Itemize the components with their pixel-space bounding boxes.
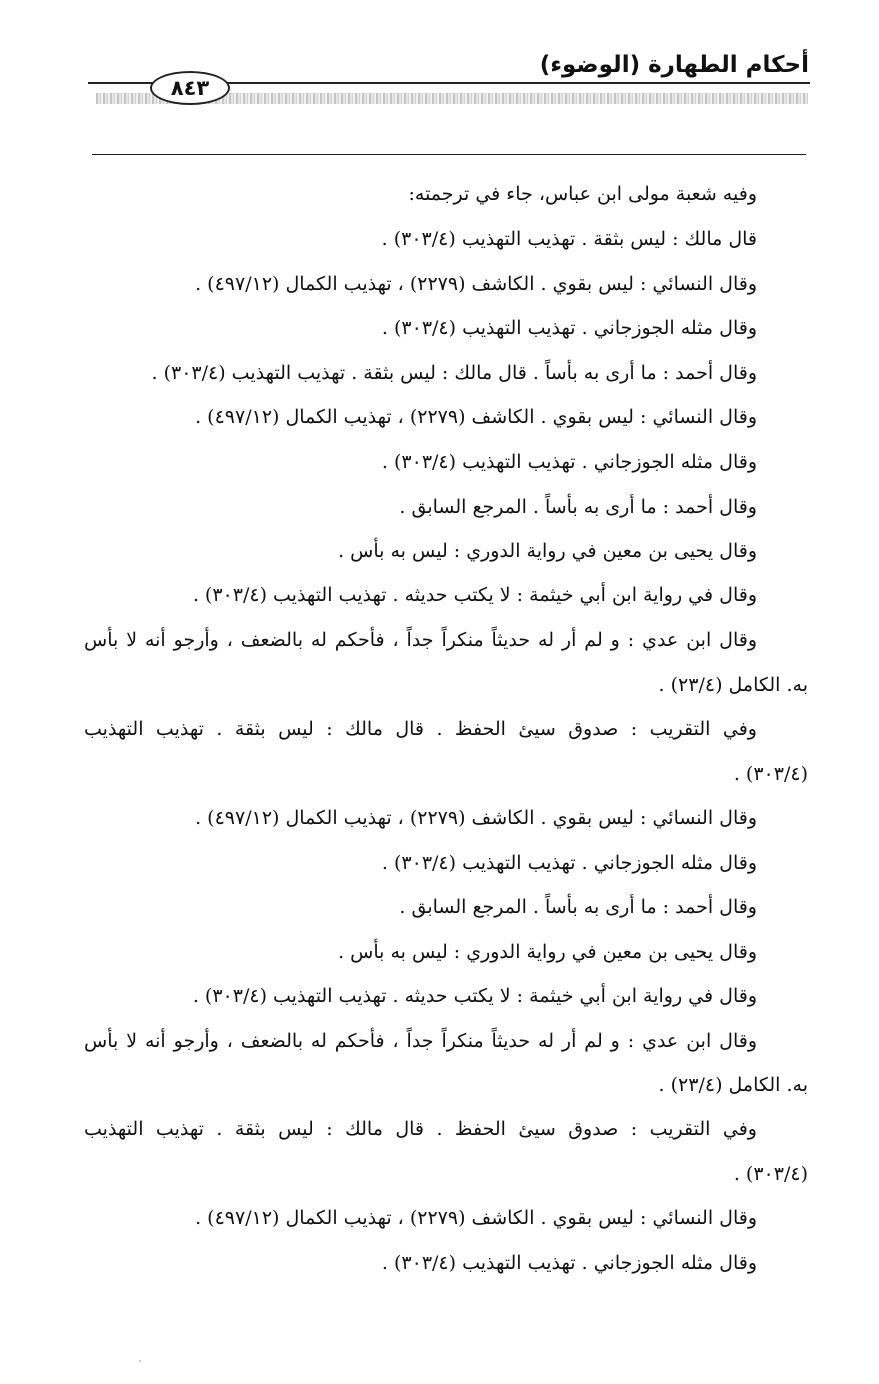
text-line: وقال ابن عدي : و لم أر له حديثاً منكراً جداً ، فأحكم له بالضعف ، وأرجو أنه لا بأس <box>84 629 757 651</box>
text-line: وقال يحيى بن معين في رواية الدوري : ليس به بأس . <box>338 941 757 963</box>
text-line: وقال النسائي : ليس بقوي . الكاشف (٢٢٧٩) ، تهذيب الكمال (٤٩٧/١٢) . <box>195 406 757 428</box>
text-line: وقال النسائي : ليس بقوي . الكاشف (٢٢٧٩) ، تهذيب الكمال (٤٩٧/١٢) . <box>195 807 757 829</box>
text-line: وقال أحمد : ما أرى به بأساً . المرجع السابق . <box>399 896 757 918</box>
text-line: وقال مثله الجوزجاني . تهذيب التهذيب (٣٠٣/٤) . <box>381 852 757 874</box>
text-line: وقال مثله الجوزجاني . تهذيب التهذيب (٣٠٣/٤) . <box>381 317 757 339</box>
text-line: قال مالك : ليس بثقة . تهذيب التهذيب (٣٠٣/٤) . <box>381 228 757 250</box>
text-line: وقال يحيى بن معين في رواية الدوري : ليس به بأس . <box>338 540 757 562</box>
text-line: وفي التقريب : صدوق سيئ الحفظ . قال مالك : ليس بثقة . تهذيب التهذيب <box>84 1118 757 1140</box>
text-line: وقال النسائي : ليس بقوي . الكاشف (٢٢٧٩) ، تهذيب الكمال (٤٩٧/١٢) . <box>195 1207 757 1229</box>
running-header-title: أحكام الطهارة (الوضوء) <box>539 52 809 78</box>
text-line: وقال أحمد : ما أرى به بأساً . المرجع السابق . <box>399 496 757 518</box>
text-line: وفي التقريب : صدوق سيئ الحفظ . قال مالك : ليس بثقة . تهذيب التهذيب <box>84 718 757 740</box>
text-line: (٣٠٣/٤) . <box>733 1163 808 1185</box>
text-line: وقال مثله الجوزجاني . تهذيب التهذيب (٣٠٣/٤) . <box>381 451 757 473</box>
page-number: ٨٤٣ <box>150 71 230 105</box>
scan-speck <box>139 1360 141 1362</box>
text-line: وقال أحمد : ما أرى به بأساً . قال مالك : ليس بثقة . تهذيب التهذيب (٣٠٣/٤) . <box>151 362 757 384</box>
text-line: وقال في رواية ابن أبي خيثمة : لا يكتب حديثه . تهذيب التهذيب (٣٠٣/٤) . <box>192 584 757 606</box>
text-line: وقال النسائي : ليس بقوي . الكاشف (٢٢٧٩) ، تهذيب الكمال (٤٩٧/١٢) . <box>195 273 757 295</box>
text-line: وقال مثله الجوزجاني . تهذيب التهذيب (٣٠٣/٤) . <box>381 1252 757 1274</box>
text-line: وقال في رواية ابن أبي خيثمة : لا يكتب حديثه . تهذيب التهذيب (٣٠٣/٤) . <box>192 985 757 1007</box>
section-divider <box>92 154 806 155</box>
text-line: به. الكامل (٢٣/٤) . <box>658 674 808 696</box>
text-line: وقال ابن عدي : و لم أر له حديثاً منكراً جداً ، فأحكم له بالضعف ، وأرجو أنه لا بأس <box>84 1030 757 1052</box>
text-line: (٣٠٣/٤) . <box>733 763 808 785</box>
text-line: به. الكامل (٢٣/٤) . <box>658 1074 808 1096</box>
text-line: وفيه شعبة مولى ابن عباس، جاء في ترجمته: <box>408 183 757 205</box>
